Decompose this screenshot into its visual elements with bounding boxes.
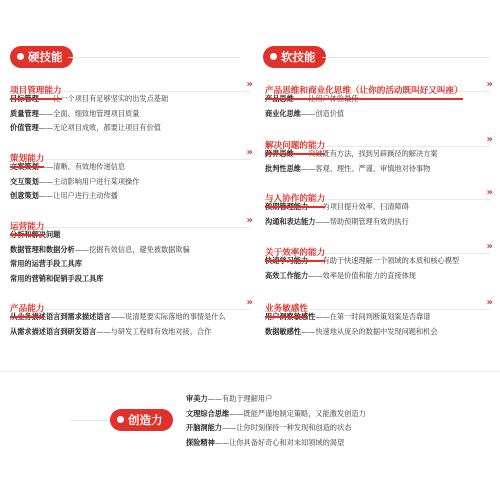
section-product (10, 296, 250, 339)
list-item: 文理综合思维——既能严谨地制定策略，又能激发创造力 (186, 408, 366, 418)
chevron-right-icon: » (486, 187, 490, 198)
section-title: 与人协作的能力 (265, 192, 325, 208)
chevron-right-icon: » (486, 241, 490, 252)
section-problem-solving (265, 133, 490, 176)
section-title: 业务敏感性 (265, 302, 308, 318)
section-product-commercial-thinking (265, 78, 490, 121)
creativity-pill-line-left (70, 420, 110, 421)
soft-skills-title: 软技能 (281, 50, 316, 64)
list-item: 分析和解决问题 (10, 230, 61, 239)
section-business-sensitivity (265, 296, 490, 339)
hard-skills-title: 硬技能 (28, 50, 63, 64)
list-item: 审美力——有助于理解用户 (186, 394, 273, 403)
hard-skills-pill (10, 46, 73, 68)
list-item: 预期管理能力——为项目提升效率、扫清障碍 (265, 202, 409, 211)
section-title: 产品能力 (10, 302, 44, 318)
creativity-title: 创造力 (128, 413, 163, 427)
list-item: 目标管理——让一个项目有足够坚实的出发点基础 (10, 94, 169, 103)
soft-skills-pill-line (322, 57, 490, 58)
section-title: 项目管理能力 (10, 84, 62, 100)
chevron-right-icon: » (246, 215, 250, 226)
hard-skills-pill-line (68, 57, 240, 58)
list-item: 常用的运营手段工具库 (10, 259, 82, 268)
chevron-right-icon: » (246, 297, 250, 308)
section-title: 解决问题的能力 (265, 139, 325, 155)
list-item: 商业化思维——创造价值 (265, 108, 345, 118)
soft-skills-pill (263, 46, 326, 68)
list-item: 高效工作能力——效率是价值和能力的直接体现 (265, 270, 416, 280)
section-collaboration (265, 186, 490, 229)
chevron-right-icon: » (246, 147, 250, 158)
section-title: 运营能力 (10, 220, 44, 236)
list-item: 跨界思维——突破既有方法，找到另辟蹊径的解决方案 (265, 149, 438, 158)
list-item: 创意策划——让用户进行主动传播 (10, 191, 118, 200)
list-item: 开脑洞能力——让你时刻保持一种发现和创造的状态 (186, 423, 352, 432)
chevron-right-icon: » (486, 134, 490, 145)
section-title: 策划能力 (10, 152, 44, 168)
list-item: 快速学习能力——有助于快速理解一个领域的本质和核心模型 (265, 256, 460, 265)
list-item: 文案策划——清晰、有效地传递信息 (10, 162, 126, 171)
list-item: 批判性思维——客观、理性、严谨、审慎地对待事物 (265, 163, 431, 173)
list-item: 数据管理和数据分析——挖掘有效信息，避免被数据欺骗 (10, 244, 190, 254)
creativity-pill (110, 409, 173, 431)
section-project-management (10, 78, 250, 136)
list-item: 沟通和表达能力——帮助预期管理有效的执行 (265, 216, 409, 226)
chevron-right-icon: » (486, 297, 490, 308)
list-item: 探险精神——让你具备好奇心和对未知领域的渴望 (186, 437, 345, 447)
list-item: 质量管理——全面、细致地管理项目质量 (10, 108, 140, 118)
section-title: 关于效率的能力 (265, 246, 325, 262)
list-item: 从业务描述语言到需求描述语言——说清楚要实际落地的事情是什么 (10, 312, 226, 321)
list-item: 用户洞察敏感性——在第一时间判断策划案是否靠谱 (265, 312, 431, 321)
list-item: 交互策划——主动影响用户进行某项操作 (10, 176, 140, 186)
chevron-right-icon: » (246, 79, 250, 90)
list-item: 产品思维——让用户体验最佳 (265, 94, 359, 103)
list-item: 数据敏感性——快速地从庞杂的数据中发现问题和机会 (265, 326, 438, 336)
list-item: 从需求描述语言到研发语言——与研发工程师有效地对接、合作 (10, 326, 212, 336)
section-title: 产品思维和商业化思维（让你的活动既叫好又叫座） (265, 84, 463, 100)
list-item: 价值管理——无论项目成败，都要让项目有价值 (10, 123, 161, 132)
creativity-list (186, 392, 366, 450)
section-operations (10, 214, 250, 286)
section-divider (0, 371, 500, 372)
section-efficiency (265, 240, 490, 283)
chevron-right-icon: » (486, 79, 490, 90)
section-planning (10, 146, 250, 204)
list-item: 常用的营销和促销手段工具库 (10, 273, 104, 283)
